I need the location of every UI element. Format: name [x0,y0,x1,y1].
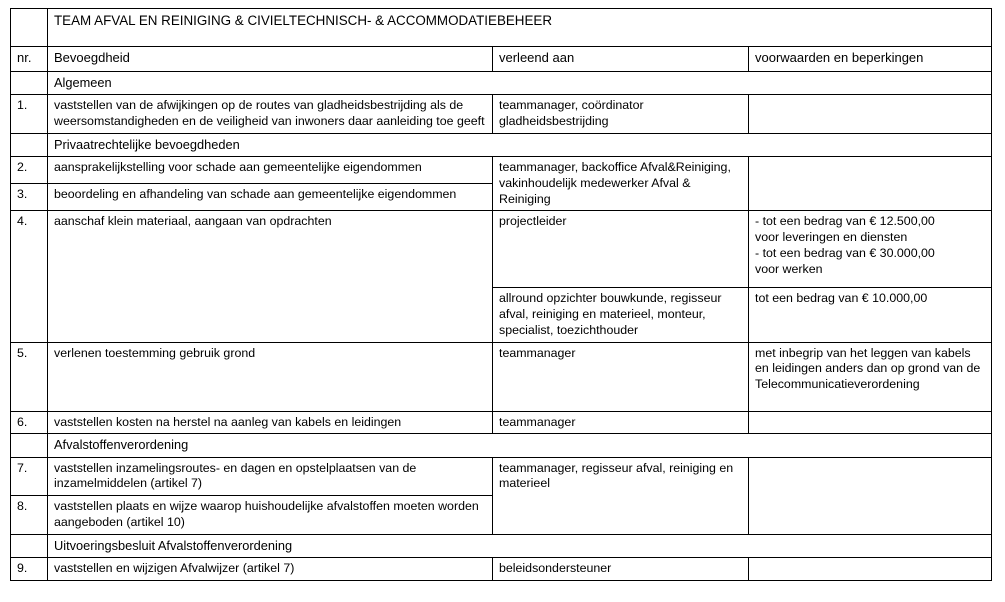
row-bevoegdheid-6: vaststellen kosten na herstel na aanleg van kabels en leidingen [48,411,493,434]
row-nr-3: 3. [11,184,48,211]
row-bevoegdheid-1: vaststellen van de afwijkingen op de routes van gladheidsbestrijding als de weersomstandigheden en de veiligheid van inwoners daar aanleiding toe geeft [48,95,493,134]
row-verleend-aan-6: teammanager [493,411,749,434]
section-row-afvalstoffenverordening [11,434,992,457]
row-bevoegdheid-7: vaststellen inzamelingsroutes- en dagen en opstelplaatsen van de inzamelmiddelen (artikel 7) [48,457,493,496]
row-bevoegdheid-9: vaststellen en wijzigen Afvalwijzer (artikel 7) [48,557,493,580]
row-voorwaarden-7-8 [749,457,992,534]
table-row [11,95,992,134]
table-title-row [11,9,992,47]
table-row [11,157,992,184]
row-nr-5: 5. [11,342,48,411]
row-bevoegdheid-3: beoordeling en afhandeling van schade aan gemeentelijke eigendommen [48,184,493,211]
row-voorwaarden-6 [749,411,992,434]
row-bevoegdheid-8: vaststellen plaats en wijze waarop huishoudelijke afvalstoffen moeten worden aangeboden (artikel 10) [48,496,493,535]
row-nr-4: 4. [11,211,48,342]
document-title: TEAM AFVAL EN REINIGING & CIVIELTECHNISCH- & ACCOMMODATIEBEHEER [48,9,992,47]
table-row [11,557,992,580]
column-header-voorwaarden: voorwaarden en beperkingen [749,47,992,72]
column-header-nr: nr. [11,47,48,72]
voorwaarden-4a-line-2: voor leveringen en diensten [755,230,908,244]
row-voorwaarden-9 [749,557,992,580]
voorwaarden-4a-line-1: - tot een bedrag van € 12.500,00 [755,214,935,229]
row-bevoegdheid-2: aansprakelijkstelling voor schade aan gemeentelijke eigendommen [48,157,493,184]
table-header-row [11,47,992,72]
section-row-privaatrechtelijke [11,133,992,156]
row-nr-6: 6. [11,411,48,434]
mandate-table [10,8,992,581]
table-row [11,342,992,411]
title-row-nr-spacer [11,9,48,47]
row-verleend-aan-5: teammanager [493,342,749,411]
row-voorwaarden-4a [749,211,992,288]
row-verleend-aan-1: teammanager, coördinator gladheidsbestrijding [493,95,749,134]
section-row-algemeen [11,72,992,95]
section-nr-spacer-privaatrechtelijke [11,133,48,156]
row-nr-7: 7. [11,457,48,496]
table-row [11,411,992,434]
row-nr-9: 9. [11,557,48,580]
row-verleend-aan-4b: allround opzichter bouwkunde, regisseur afval, reiniging en materieel, monteur, specialist, toezichthouder [493,288,749,342]
section-nr-spacer-algemeen [11,72,48,95]
row-verleend-aan-4a: projectleider [493,211,749,288]
row-voorwaarden-1 [749,95,992,134]
column-header-verleend-aan: verleend aan [493,47,749,72]
voorwaarden-4a-line-4: voor werken [755,261,823,276]
row-verleend-aan-7-8: teammanager, regisseur afval, reiniging en materieel [493,457,749,534]
section-nr-spacer-afvalstoffenverordening [11,434,48,457]
section-label-algemeen: Algemeen [48,72,992,95]
section-label-privaatrechtelijke: Privaatrechtelijke bevoegdheden [48,133,992,156]
row-voorwaarden-4b: tot een bedrag van € 10.000,00 [749,288,992,342]
row-voorwaarden-5: met inbegrip van het leggen van kabels en leidingen anders dan op grond van de Telecommunicatieverordening [749,342,992,411]
voorwaarden-4a-line-3: - tot een bedrag van € 30.000,00 [755,245,935,260]
table-row [11,211,992,288]
section-label-afvalstoffenverordening: Afvalstoffenverordening [48,434,992,457]
column-header-bevoegdheid: Bevoegdheid [48,47,493,72]
row-nr-1: 1. [11,95,48,134]
row-voorwaarden-2-3 [749,157,992,211]
row-bevoegdheid-5: verlenen toestemming gebruik grond [48,342,493,411]
section-row-uitvoeringsbesluit [11,534,992,557]
row-nr-2: 2. [11,157,48,184]
row-verleend-aan-2-3: teammanager, backoffice Afval&Reiniging, vakinhoudelijk medewerker Afval & Reiniging [493,157,749,211]
row-verleend-aan-9: beleidsondersteuner [493,557,749,580]
row-nr-8: 8. [11,496,48,535]
section-label-uitvoeringsbesluit: Uitvoeringsbesluit Afvalstoffenverordening [48,534,992,557]
table-row [11,457,992,496]
section-nr-spacer-uitvoeringsbesluit [11,534,48,557]
row-bevoegdheid-4: aanschaf klein materiaal, aangaan van opdrachten [48,211,493,342]
